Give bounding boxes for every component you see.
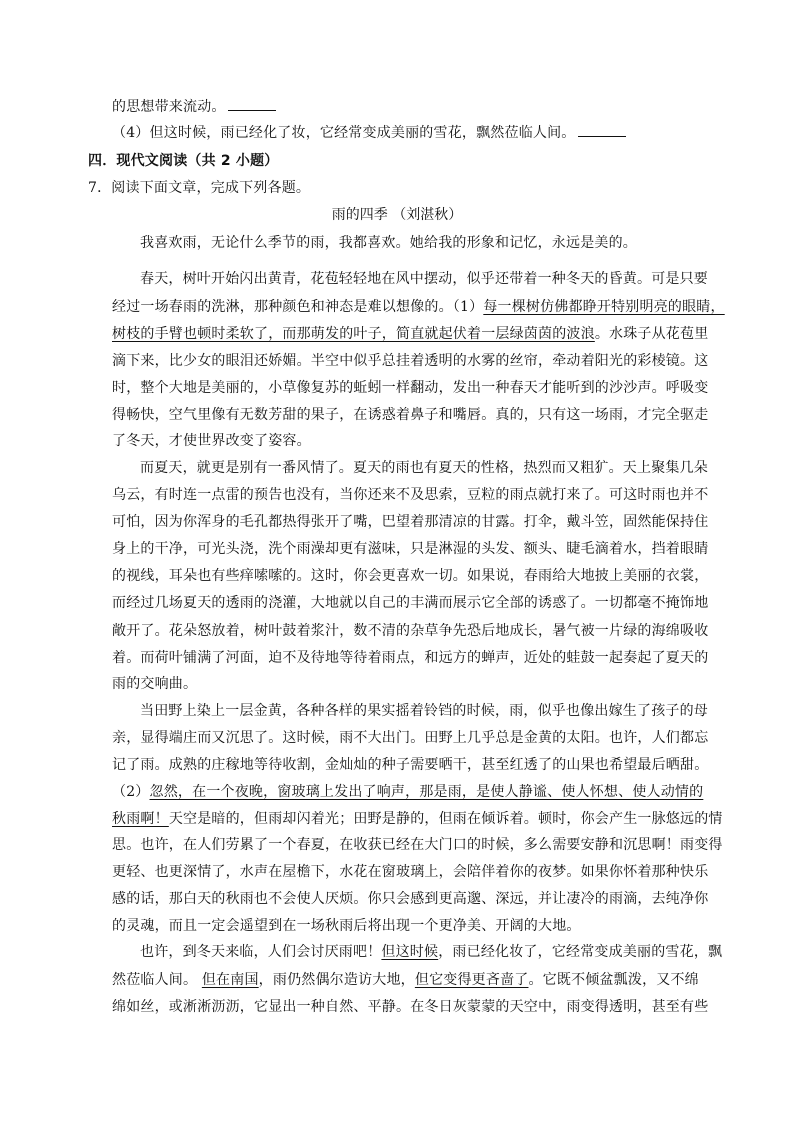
essay-text: 而夏天，就更是别有一番风情了。夏天的雨也有夏天的性格，热烈而又粗犷。天上聚集几朵 [140,460,708,476]
essay-line [112,621,708,641]
essay-text: 亲，显得端庄而又沉思了。这时候，雨不大出门。田野上几乎总是金黄的太阳。也许，人们都忘 [112,730,709,746]
essay-text: 感的话，那白天的秋雨也不会使人厌烦。你只会感到更高邈、深远，并让凄冷的雨滴，去纯净你 [112,891,709,907]
essay-line [112,593,708,613]
essay-line [112,862,708,882]
essay-line [112,539,708,559]
essay-line [112,728,708,748]
essay-text: ，雨已经化妆了，它经常变成美丽的雪花，飘 [438,944,723,960]
essay-line [112,782,703,802]
question-4-text: （4）但这时候，雨已经化了妆，它经常变成美丽的雪花，飘然莅临人间。 [112,125,576,141]
essay-text: 经过一场春雨的洗淋，那种颜色和神态是难以想像的。（1） [112,299,484,315]
underlined-text: 每一棵树仿佛都睁开特别明亮的眼睛， [483,299,725,315]
essay-line [112,485,708,505]
essay-line [112,378,708,398]
essay-text: 也许，到冬天来临，人们会讨厌雨吧！ [140,944,382,960]
essay-text: 天空是暗的，但雨却闪着光；田野是静的，但雨在倾诉着。顿时，你会产生一脉悠远的情 [168,811,723,827]
essay-text: 着。而荷叶铺满了河面，迫不及待地等待着雨点，和远方的蝉声，近处的蛙鼓一起奏起了夏天的 [112,650,709,666]
essay-line [140,458,708,478]
essay-line [140,942,722,962]
essay-text: 时，整个大地是美丽的，小草像复苏的蚯蚓一样翻动，发出一种春天才能听到的沙沙声。呼吸变 [112,380,709,396]
essay-line [112,431,311,451]
essay-line [112,674,197,694]
essay-text: ，雨仍然偶尔造访大地， [258,972,415,988]
underlined-text: 但这时候 [381,944,439,960]
essay-line [112,889,708,909]
underlined-text: 忽然，在一个夜晚，窗玻璃上发出了响声，那是雨，是使人静谧、使人怀想、使人动情的 [149,784,704,800]
essay-text: 。它既不倾盆瓢泼，又不绵 [528,972,699,988]
essay-text: 然莅临人间。 [112,972,202,988]
essay-text: （2） [112,784,150,800]
essay-text: 可怕，因为你浑身的毛孔都热得张开了嘴，巴望着那清凉的甘露。打伞，戴斗笠，固然能保持住 [112,514,709,530]
essay-text: 思。也许，在人们劳累了一个春夏，在收获已经在大门口的时候，多么需要安静和沉思啊！雨变得 [112,837,723,853]
essay-text: 绵如丝，或淅淅沥沥，它显出一种自然、平静。在冬日灰蒙蒙的天空中，雨变得透明，甚至有些 [112,999,709,1015]
essay-text: 雨的交响曲。 [112,676,198,692]
essay-text: 乌云，有时连一点雷的预告也没有，当你还来不及思索，豆粒的雨点就打来了。可这时雨也并不 [112,487,709,503]
essay-line [112,916,581,936]
essay-text: 记了雨。成熟的庄稼地等待收割，金灿灿的种子需要晒干，甚至红透了的山果也希望最后晒甜。 [112,757,709,773]
essay-text: 春天，树叶开始闪出黄青，花苞轻轻地在风中摆动，似乎还带着一种冬天的昏黄。可是只要 [140,271,708,287]
essay-text: 得畅快，空气里像有无数芳甜的果子，在诱惑着鼻子和嘴唇。真的，只有这一场雨，才完全驱走 [112,407,709,423]
essay-line [112,405,708,425]
answer-blank-4[interactable] [578,122,626,137]
essay-text: 的灵魂，而且一定会遥望到在一场秋雨后将出现一个更净美、开阔的大地。 [112,918,581,934]
essay-text: 敞开了。花朵怒放着，树叶鼓着浆汁，数不清的杂草争先恐后地成长，暑气被一片绿的海绵吸收 [112,623,709,639]
underlined-text: 但在南国 [201,972,259,988]
essay-text: 了冬天，才使世界改变了姿容。 [112,433,311,449]
essay-text: 当田野上染上一层金黄，各种各样的果实摇着铃铛的时候，雨，似乎也像出嫁生了孩子的母 [140,703,708,719]
question-7: 7．阅读下面文章，完成下列各题。 [88,180,311,196]
essay-text: 滴下来，比少女的眼泪还娇媚。半空中似乎总挂着透明的水雾的丝帘，牵动着阳光的彩棱镜。这 [112,353,709,369]
essay-text: 而经过几场夏天的透雨的浇灌，大地就以自己的丰满而展示它全部的诱惑了。一切都毫不掩饰地 [112,595,709,611]
essay-line [112,566,708,586]
essay-line [112,809,723,829]
essay-text: 身上的干净，可光头浇，洗个雨澡却更有滋味，只是淋湿的头发、额头、睫毛滴着水，挡着眼睛 [112,541,709,557]
essay-line [140,269,708,289]
essay-text: 我喜欢雨，无论什么季节的雨，我都喜欢。她给我的形象和记忆，永远是美的。 [140,235,637,251]
essay-text: 的视线，耳朵也有些痒嗦嗦的。这时，你会更喜欢一切。如果说，春雨给大地披上美丽的衣裳， [112,568,709,584]
q3-tail-text: 的思想带来流动。 [112,99,226,115]
underlined-text: 树枝的手臂也顿时柔软了，而那萌发的叶子，简直就起伏着一层绿茵茵的波浪 [112,326,595,342]
underlined-text: 但它变得更吝啬了 [414,972,529,988]
essay-line [112,648,708,668]
essay-line [112,297,725,317]
question-4 [112,122,626,143]
essay-title: 雨的四季 （刘湛秋） [331,207,463,223]
essay-line [112,755,708,775]
essay-line [112,997,708,1017]
answer-blank-3[interactable] [228,96,276,111]
q3-tail [112,96,276,117]
essay-text: 。水珠子从花苞里 [594,326,709,342]
essay-line [140,233,637,253]
underlined-text: 秋雨啊！ [112,811,169,827]
essay-line [112,835,723,855]
essay-line [112,512,708,532]
essay-line [112,351,708,371]
essay-line [112,970,699,990]
essay-text: 更轻、也更深情了，水声在屋檐下，水花在窗玻璃上，会陪伴着你的夜梦。如果你怀着那种快乐 [112,864,709,880]
essay-line [112,324,708,344]
essay-line [140,701,708,721]
section-heading: 四．现代文阅读（共 2 小题） [88,153,279,169]
